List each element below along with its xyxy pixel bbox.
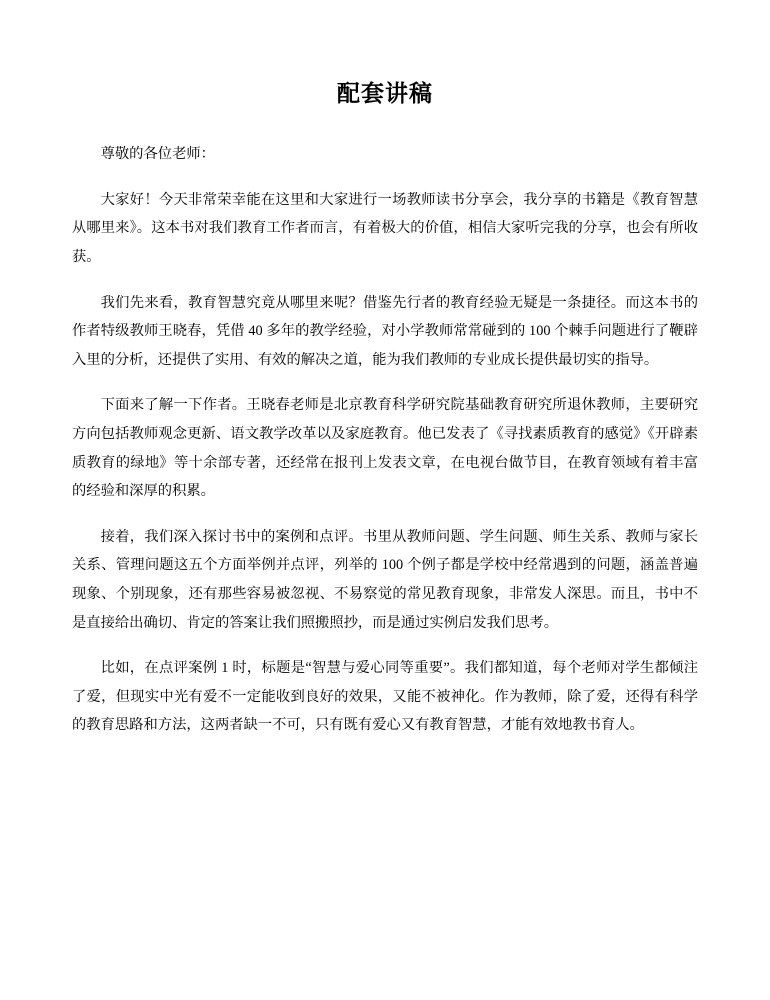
paragraph-salutation: 尊敬的各位老师： — [100, 146, 215, 163]
paragraph-source-of-wisdom: 我们先来看，教育智慧究竟从哪里来呢？借鉴先行者的教育经验无疑是一条捷径。而这本书的作者特级教师王晓春，凭借 40 多年的教学经验，对小学教师常常碰到的 100 个棘手问题进行了鞭辟入里的分析，还提供了实用、有效的解决之道，能为我们教师的专业成长提供最切实的指导。 — [72, 294, 698, 368]
page-title: 配套讲稿 — [337, 81, 433, 106]
paragraph-author-bio: 下面来了解一下作者。王晓春老师是北京教育科学研究院基础教育研究所退休教师，主要研究方向包括教师观念更新、语文教学改革以及家庭教育。他已发表了《寻找素质教育的感觉》《开辟素质教育的绿地》等十余部专著，还经常在报刊上发表文章，在电视台做节目，在教育领域有着丰富的经验和深厚的积累。 — [72, 397, 698, 500]
paragraph-case-example: 比如，在点评案例 1 时，标题是“智慧与爱心同等重要”。我们都知道，每个老师对学生都倾注了爱，但现实中光有爱不一定能收到良好的效果，又能不被神化。作为教师，除了爱，还得有科学的教育思路和方法，这两者缺一不可，只有既有爱心又有教育智慧，才能有效地教书育人。 — [72, 660, 698, 734]
paragraph-intro: 大家好！今天非常荣幸能在这里和大家进行一场教师读书分享会，我分享的书籍是《教育智慧从哪里来》。这本书对我们教育工作者而言，有着极大的价值，相信大家听完我的分享，也会有所收获。 — [72, 191, 698, 265]
paragraph-cases-and-comments: 接着，我们深入探讨书中的案例和点评。书里从教师问题、学生问题、师生关系、教师与家长关系、管理问题这五个方面举例并点评，列举的 100 个例子都是学校中经常遇到的问题，涵盖普遍现象、个别现象，还有那些容易被忽视、不易察觉的常见教育现象，非常发人深思。而且，书中不是直接给出确切、肯定的答案让我们照搬照抄，而是通过实例启发我们思考。 — [72, 528, 698, 631]
